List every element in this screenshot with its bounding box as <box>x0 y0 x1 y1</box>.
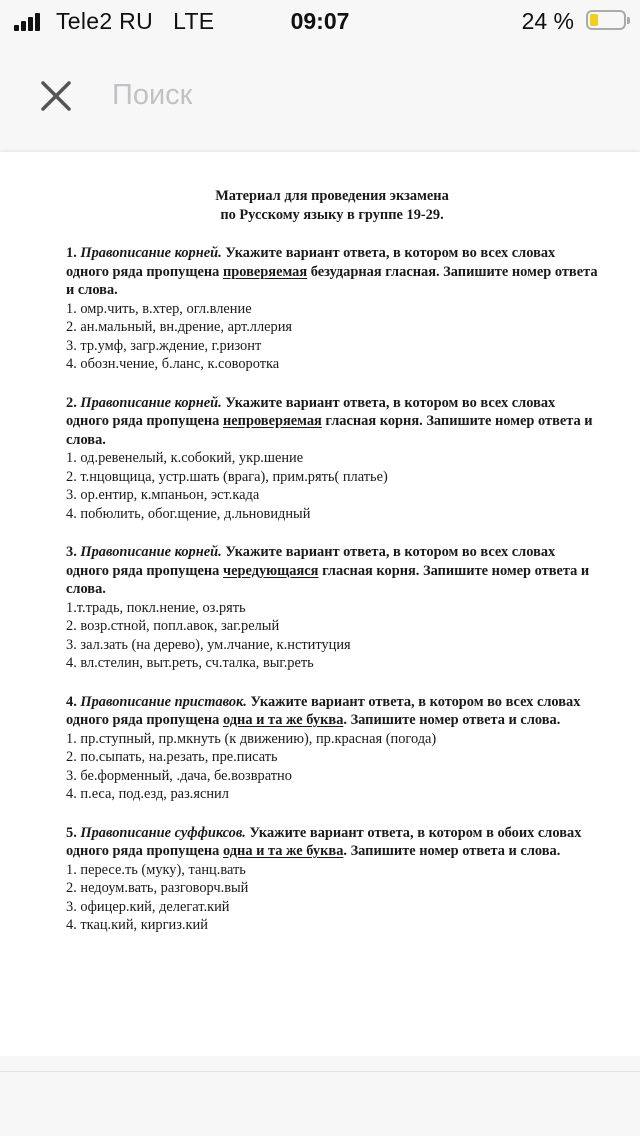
answer-option: 4. ткац.кий, киргиз.кий <box>66 917 208 933</box>
question-key-word: непроверяемая <box>222 413 322 429</box>
question-number: 3. <box>66 544 81 560</box>
status-bar <box>0 0 640 44</box>
answer-option: 4. побюлить, обог.щение, д.льновидный <box>66 505 311 522</box>
answer-option: 3. зал.зать (на дерево), ум.лчание, к.нституция <box>66 636 351 653</box>
question-topic: Правописание корней. <box>80 245 222 261</box>
answer-option: 2. по.сыпать, на.резать, пре.писать <box>66 749 278 765</box>
question-number: 2. <box>66 394 81 411</box>
bottom-bar <box>0 1056 640 1136</box>
document-image <box>0 152 640 1056</box>
question-number: 1. <box>66 245 81 261</box>
question-text-end: безударная гласная. Запишите номер ответа и слова. <box>66 263 598 298</box>
question-text: Укажите вариант ответа, в котором во всех словах одного ряда пропущена <box>66 245 556 280</box>
answer-option: 2. возр.стной, попл.авок, заг.релый <box>66 618 280 634</box>
document-title <box>66 187 598 224</box>
answer-option: 4. обозн.чение, б.ланс, к.соворотка <box>66 356 280 372</box>
answer-option: 2. т.нцовщица, устр.шать (врага), прим.рять( платье) <box>66 468 388 485</box>
title-line-1: Материал для проведения экзамена <box>215 188 449 204</box>
answer-option: 1. омр.чить, в.хтер, огл.вление <box>66 300 252 317</box>
document-page <box>66 187 598 935</box>
answer-option: 1. од.ревенелый, к.собокий, укр.шение <box>66 450 304 466</box>
question-prompt <box>66 543 598 599</box>
answer-option: 2. ан.мальный, вн.дрение, арт.ллерия <box>66 319 293 335</box>
clock: 09:07 <box>290 8 350 34</box>
answer-option: 4. вл.стелин, выт.реть, сч.талка, выг.реть <box>66 655 314 671</box>
question-number: 4. <box>66 693 81 710</box>
question-prompt <box>66 244 598 300</box>
question-key-word: чередующаяся <box>222 562 319 579</box>
answer-option: 3. ор.ентир, к.мпаньон, эст.када <box>66 487 260 503</box>
question-number: 5. <box>66 824 81 841</box>
answer-option: 3. офицер.кий, делегат.кий <box>66 898 230 915</box>
network-type: LTE <box>173 8 215 34</box>
question-topic: Правописание корней. <box>80 544 222 560</box>
question-4 <box>66 693 598 804</box>
question-2 <box>66 394 598 524</box>
question-prompt <box>66 394 598 450</box>
search-input[interactable] <box>112 72 592 118</box>
question-topic: Правописание суффиксов. <box>80 824 246 841</box>
question-key-word: одна и та же буква <box>222 843 344 859</box>
question-text: Укажите вариант ответа, в котором во всех словах одного ряда пропущена <box>66 394 556 429</box>
question-1 <box>66 244 598 374</box>
answer-option: 1. пр.ступный, пр.мкнуть (к движению), пр.красная (погода) <box>66 730 437 747</box>
question-3 <box>66 543 598 673</box>
answer-option: 1. пересе.ть (муку), танц.вать <box>66 861 246 878</box>
battery-percent: 24 % <box>521 8 574 34</box>
divider <box>0 1071 640 1072</box>
title-line-2: по Русскому языку в группе 19-29. <box>220 206 444 223</box>
question-key-word: одна и та же буква <box>222 712 344 728</box>
question-text-end: гласная корня. Запишите номер ответа и слова. <box>66 562 590 597</box>
close-icon[interactable] <box>38 78 74 114</box>
answer-option: 2. недоум.вать, разговорч.вый <box>66 880 249 896</box>
question-list <box>66 244 598 935</box>
answer-option: 1.т.традь, покл.нение, оз.рять <box>66 599 246 616</box>
question-key-word: проверяемая <box>222 263 308 280</box>
question-prompt <box>66 824 598 861</box>
question-text-end: гласная корня. Запишите номер ответа и слова. <box>66 413 593 448</box>
question-text: Укажите вариант ответа, в котором в обоих словах одного ряда пропущена <box>66 824 582 859</box>
question-prompt <box>66 693 598 730</box>
carrier-name: Tele2 RU <box>56 8 153 34</box>
question-text: Укажите вариант ответа, в котором во всех словах одного ряда пропущена <box>66 693 581 728</box>
answer-option: 3. тр.умф, загр.ждение, г.ризонт <box>66 337 262 354</box>
question-text-end: . Запишите номер ответа и слова. <box>343 712 561 728</box>
answer-option: 4. п.еса, под.езд, раз.яснил <box>66 786 229 802</box>
answer-option: 3. бе.форменный, .дача, бе.возвратно <box>66 767 292 784</box>
battery-icon <box>586 10 626 30</box>
question-text-end: . Запишите номер ответа и слова. <box>343 843 561 859</box>
question-topic: Правописание корней. <box>80 394 222 411</box>
question-5 <box>66 824 598 935</box>
question-text: Укажите вариант ответа, в котором во всех словах одного ряда пропущена <box>66 544 556 579</box>
question-topic: Правописание приставок. <box>80 693 247 710</box>
